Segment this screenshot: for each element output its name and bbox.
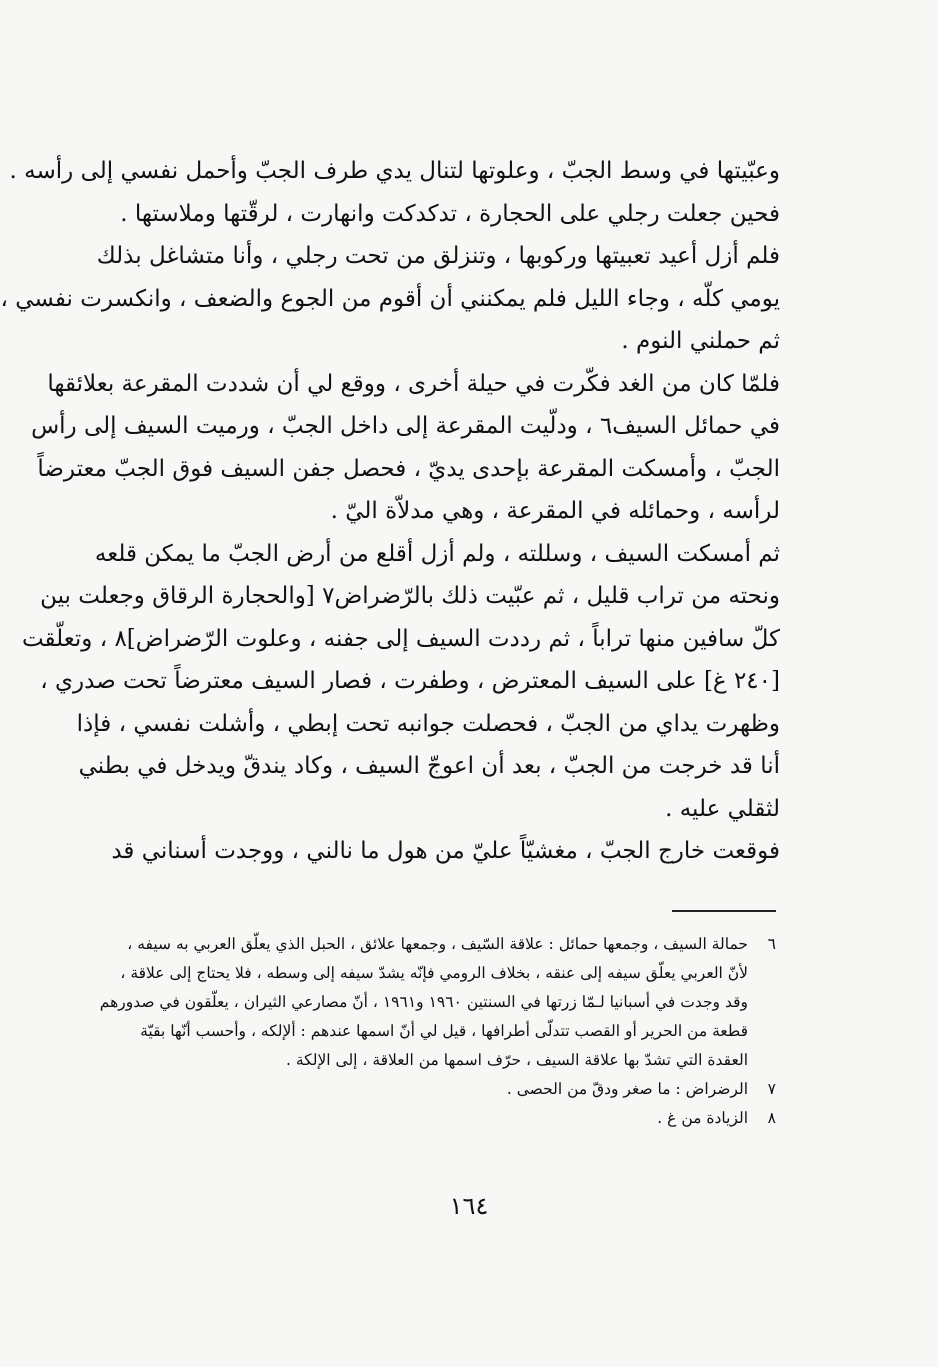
text-line: وعبّيتها في وسط الجبّ ، وعلوتها لتنال يدي طرف الجبّ وأحمل نفسي إلى رأسه . [9, 158, 780, 184]
text-line: [٢٤٠ غ] على السيف المعترض ، وطفرت ، فصار السيف معترضاً تحت صدري ، [40, 668, 780, 694]
footnote-7 [108, 1075, 776, 1104]
footnote-number: ٦ [767, 935, 776, 953]
footnote-divider [672, 910, 776, 912]
footnote-body [100, 930, 748, 1075]
text-line: لرأسه ، وحمائله في المقرعة ، وهي مدلاّة اليّ . [330, 498, 780, 524]
footnote-line: حمالة السيف ، وجمعها حمائل : علاقة السّيف ، وجمعها علائق ، الحبل الذي يعلّق العربي به سيفه ، [127, 935, 748, 953]
text-line: كلّ سافين منها تراباً ، ثم رددت السيف إلى جفنه ، وعلوت الرّضراض]٨ ، وتعلّقت [21, 625, 780, 652]
text-line: فلمّا كان من الغد فكّرت في حيلة أخرى ، ووقع لي أن شددت المقرعة بعلائقها [47, 370, 780, 397]
footnote-line: لأنّ العربي يعلّق سيفه إلى عنقه ، بخلاف الرومي فإنّه يشدّ سيفه إلى وسطه ، فلا يحتاج إلى علاقة ، [120, 964, 748, 982]
text-line: فلم أزل أعيد تعبيتها وركوبها ، وتنزلق من تحت رجلي ، وأنا متشاغل بذلك [96, 243, 780, 269]
text-line: يومي كلّه ، وجاء الليل فلم يمكنني أن أقوم من الجوع والضعف ، وانكسرت نفسي ، [0, 285, 780, 312]
text-line: وظهرت يداي من الجبّ ، فحصلت جوانبه تحت إبطي ، وأشلت نفسي ، فإذا [76, 710, 780, 737]
footnote-line: العقدة التي تشدّ بها علاقة السيف ، حرّف اسمها من العلاقة ، إلى الإلكة . [286, 1051, 748, 1069]
footnote-6 [99, 930, 776, 1075]
footnote-number: ٨ [767, 1109, 776, 1127]
footnote-8 [108, 1104, 776, 1133]
text-line: أنا قد خرجت من الجبّ ، بعد أن اعوجّ السيف ، وكاد يندقّ ويدخل في بطني [78, 753, 780, 779]
footnote-body [108, 1075, 748, 1104]
footnote-number: ٧ [767, 1080, 776, 1098]
text-line: ثم حملني النوم . [621, 328, 780, 354]
text-line: فحين جعلت رجلي على الحجارة ، تدكدكت وانهارت ، لرقّتها وملاستها . [120, 200, 780, 227]
page-number: ١٦٤ [449, 1192, 489, 1220]
text-line: ثم أمسكت السيف ، وسللته ، ولم أزل أقلع من أرض الجبّ ما يمكن قلعه [94, 540, 780, 567]
text-line: فوقعت خارج الجبّ ، مغشيّاً عليّ من هول ما نالني ، ووجدت أسناني قد [111, 838, 780, 864]
text-line: في حمائل السيف٦ ، ودلّيت المقرعة إلى داخل الجبّ ، ورميت السيف إلى رأس [31, 413, 780, 439]
footnote-line: الرضراض : ما صغر ودقّ من الحصى . [506, 1080, 748, 1098]
text-line: ونحته من تراب قليل ، ثم عبّيت ذلك بالرّضراض٧ [والحجارة الرقاق وجعلت بين [40, 583, 780, 609]
footnote-line: وقد وجدت في أسبانيا لـمّا زرتها في السنتين ١٩٦٠ و١٩٦١ ، أنّ مصارعي الثيران ، يعلّقون في صدورهم [99, 993, 748, 1011]
main-text [0, 150, 780, 873]
text-line: لثقلي عليه . [665, 795, 780, 822]
footnote-body [108, 1104, 748, 1133]
footnote-line: الزيادة من غ . [657, 1109, 748, 1127]
footnote-line: قطعة من الحرير أو القصب تتدلّى أطرافها ، قيل لي أنّ اسمها عندهم : ألإلكه ، وأحسب أنّها بقيّة [140, 1022, 748, 1040]
footnotes [99, 930, 776, 1133]
text-line: الجبّ ، وأمسكت المقرعة بإحدى يديّ ، فحصل جفن السيف فوق الجبّ معترضاً [37, 455, 780, 482]
